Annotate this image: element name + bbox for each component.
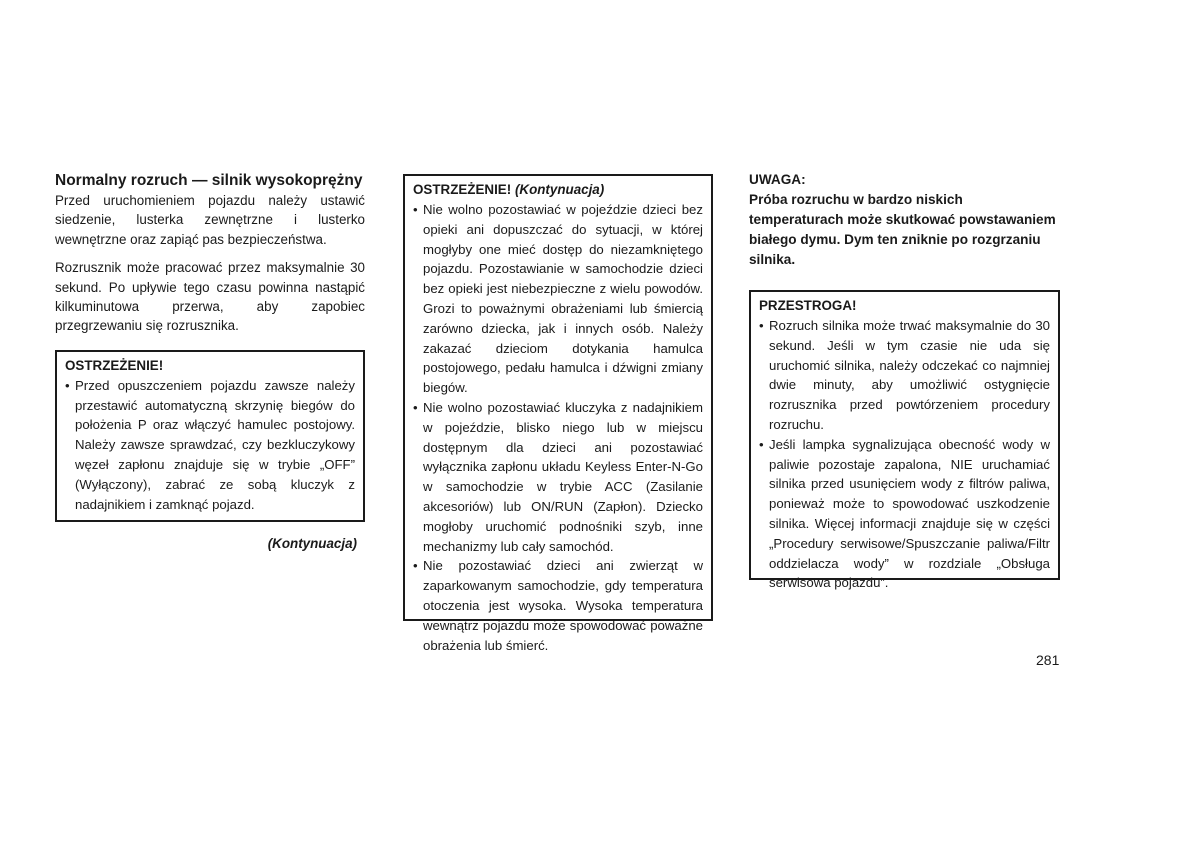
right-column [749, 170, 1060, 591]
warning-item: • Nie wolno pozostawiać kluczyka z nadajnikiem w pojeździe, blisko niego lub w miejscu dostępnym dla dzieci ani pozostawiać wyłącznika zapłonu układu Keyless Enter-N-Go w samochodzie w trybie ACC (Zasilanie akcesoriów) lub ON/RUN (Zapłon). Dziecko mogłoby uruchomić podnośniki szyb, inne mechanizmy lub cały samochód. [413, 398, 703, 556]
caution-item: • Rozruch silnika może trwać maksymalnie do 30 sekund. Jeśli w tym czasie nie uda się uruchomić silnika, należy odczekać co najmniej dwie minuty, aby umożliwić ostygnięcie rozrusznika przed powtórzeniem procedury rozruchu. [759, 316, 1050, 435]
starter-paragraph: Rozrusznik może pracować przez maksymalnie 30 sekund. Po upływie tego czasu powinna nastąpić kilkuminutowa przerwa, aby zapobiec przegrzewaniu się rozrusznika. [55, 260, 365, 334]
warning-title-continued: (Kontynuacja) [514, 182, 605, 197]
caution-item: • Jeśli lampka sygnalizująca obecność wody w paliwie pozostaje zapalona, NIE uruchamiać silnika przed usunięciem wody z filtrów paliwa, ponieważ może to spowodować uszkodzenie silnika. Więcej informacji znajduje się w części „Procedury serwisowe/Spuszczanie paliwa/Filtr oddzielacza wody” w rozdziale „Obsługa serwisowa pojazdu”. [759, 435, 1050, 593]
warning-list [65, 376, 355, 515]
warning-title: OSTRZEŻENIE! [65, 357, 164, 373]
warning-box [55, 350, 365, 522]
caution-box [749, 290, 1060, 591]
warning-item: • Nie wolno pozostawiać w pojeździe dzieci bez opieki ani dopuszczać do sytuacji, w której mogłyby one mieć dostęp do niezamkniętego pojazdu. Pozostawianie w samochodzie dzieci bez opieki jest niebezpieczne z wielu powodów. Grozi to poważnymi obrażeniami lub śmiercią zarówno dziecka, jak i innych osób. Należy zakazać dzieciom dotykania hamulca postojowego, pedału hamulca i dźwigni zmiany biegów. [413, 200, 703, 398]
left-column [55, 171, 365, 551]
note-title: UWAGA: [749, 172, 806, 187]
intro-paragraph: Przed uruchomieniem pojazdu należy ustawić siedzenie, lusterka zewnętrzne i lusterko wewnętrzne oraz zapiąć pas bezpieczeństwa. [55, 193, 365, 247]
warning-title-text: OSTRZEŻENIE! [413, 182, 512, 197]
caution-title: PRZESTROGA! [759, 298, 857, 313]
warning-item: • Nie pozostawiać dzieci ani zwierząt w zaparkowanym samochodzie, gdy temperatura otoczenia jest wysoka. Wysoka temperatura wewnątrz pojazdu może spowodować poważne obrażenia lub śmierć. [413, 556, 703, 655]
warning-title [413, 180, 703, 199]
page-number: 281 [1036, 652, 1060, 668]
warning-item: • Przed opuszczeniem pojazdu zawsze należy przestawić automatyczną skrzynię biegów do położenia P oraz włączyć hamulec postojowy. Należy zawsze sprawdzać, czy bezkluczykowy węzeł zapłonu znajduje się w trybie „OFF” (Wyłączony), zabrać ze sobą kluczyk z nadajnikiem i zamknąć pojazd. [65, 376, 355, 515]
caution-list [759, 316, 1050, 593]
note-text: Próba rozruchu w bardzo niskich temperaturach może skutkować powstawaniem białego dymu. Dym ten zniknie po rozgrzaniu silnika. [749, 192, 1056, 267]
section-heading: Normalny rozruch — silnik wysokoprężny [55, 172, 363, 189]
middle-column [403, 174, 713, 653]
continued-label: (Kontynuacja) [267, 535, 357, 551]
warning-list [413, 200, 703, 655]
warning-box-continued [403, 174, 713, 653]
